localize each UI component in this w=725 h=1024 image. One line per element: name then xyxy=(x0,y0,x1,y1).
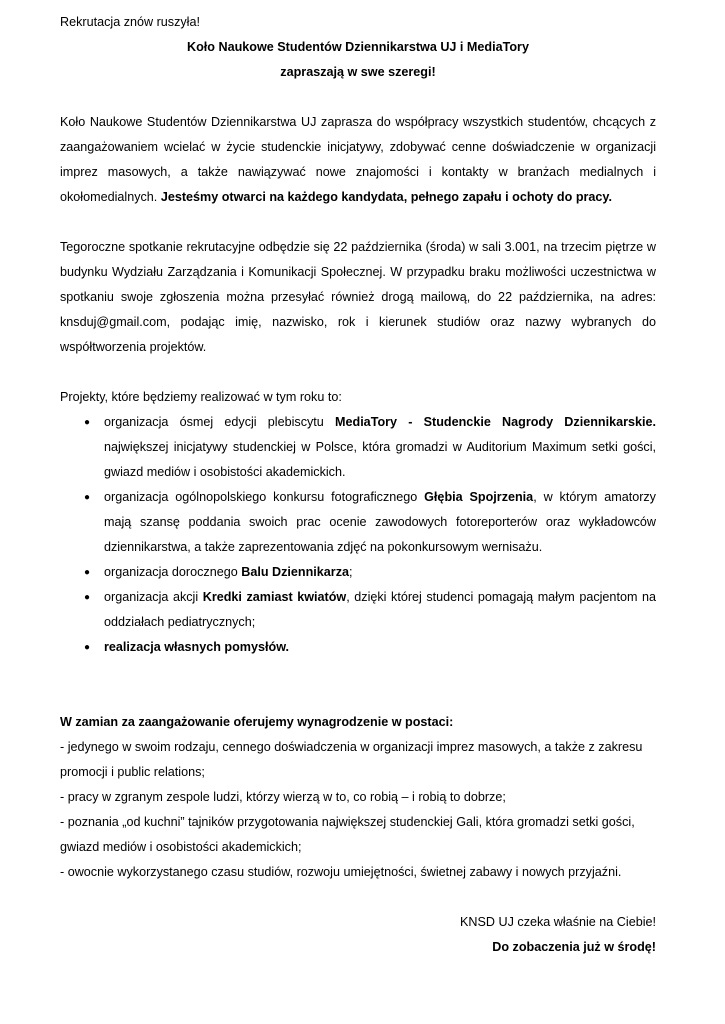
rewards-heading: W zamian za zaangażowanie oferujemy wynagrodzenie w postaci: xyxy=(60,715,454,729)
list-item: ● organizacja ósmej edycji plebiscytu MediaTory - Studenckie Nagrody Dziennikarskie. największej inicjatywy studenckiej w Polsce, która gromadzi w Auditorium Maximum setki gości, gwiazd mediów i osobistości akademickich. xyxy=(60,410,656,485)
projects-list xyxy=(60,410,656,660)
closing-line-1: KNSD UJ czeka właśnie na Ciebie! xyxy=(460,915,656,929)
invitation-text: Koło Naukowe Studentów Dziennikarstwa UJ zaprasza do współpracy wszystkich studentów, chcących z zaangażowaniem wcielać w życie studenckie inicjatywy, zdobywać cenne doświadczenie w organizacji imprez masowych, a także nawiązywać nowe znajomości i kontakty w branżach medialnych i okołomedialnych. xyxy=(60,115,656,204)
intro-line: Rekrutacja znów ruszyła! xyxy=(60,15,200,29)
bullet-icon: ● xyxy=(84,417,91,428)
document-page xyxy=(60,10,656,960)
invitation-bold: Jesteśmy otwarci na każdego kandydata, pełnego zapału i ochoty do pracy. xyxy=(160,190,612,204)
reward-line: - owocnie wykorzystanego czasu studiów, rozwoju umiejętności, świetnej zabawy i nowych przyjaźni. xyxy=(60,865,622,879)
list-item: ● organizacja ogólnopolskiego konkursu fotograficznego Głębia Spojrzenia, w którym amatorzy mają szansę poddania swoich prac ocenie zawodowych fotoreporterów oraz wykładowców dziennikarstwa, a także zaprezentowania zdjęć na pokonkursowym wernisażu. xyxy=(60,485,656,560)
paragraph-meeting: Tegoroczne spotkanie rekrutacyjne odbędzie się 22 października (środa) w sali 3.001, na trzecim piętrze w budynku Wydziału Zarządzania i Komunikacji Społecznej. W przypadku braku możliwości uczestnictwa w spotkaniu swoje zgłoszenia można przesyłać również drogą mailową, do 22 października, na adres: knsduj@gmail.com, podając imię, nazwisko, rok i kierunek studiów oraz nazwy wybranych do współtworzenia projektów. xyxy=(60,240,656,354)
reward-line: - jedynego w swoim rodzaju, cennego doświadczenia w organizacji imprez masowych, a także z zakresu promocji i public relations; xyxy=(60,740,643,779)
list-item: ● organizacja dorocznego Balu Dziennikarza; xyxy=(60,560,656,585)
title-line-1: Koło Naukowe Studentów Dziennikarstwa UJ i MediaTory xyxy=(187,40,529,54)
bullet-icon: ● xyxy=(84,492,91,503)
reward-line: - pracy w zgranym zespole ludzi, którzy wierzą w to, co robią – i robią to dobrze; xyxy=(60,790,506,804)
list-item: ● organizacja akcji Kredki zamiast kwiatów, dzięki której studenci pomagają małym pacjentom na oddziałach pediatrycznych; xyxy=(60,585,656,635)
bullet-icon: ● xyxy=(84,592,91,603)
reward-line: - poznania „od kuchni” tajników przygotowania największej studenckiej Gali, która gromadzi setki gości, gwiazd mediów i osobistości akademickich; xyxy=(60,815,635,854)
bullet-icon: ● xyxy=(84,567,91,578)
closing-line-2: Do zobaczenia już w środę! xyxy=(492,940,656,954)
paragraph-invitation xyxy=(60,110,656,210)
projects-intro: Projekty, które będziemy realizować w tym roku to: xyxy=(60,390,342,404)
title-line-2: zapraszają w swe szeregi! xyxy=(280,65,436,79)
list-item: ● realizacja własnych pomysłów. xyxy=(60,635,656,660)
bullet-icon: ● xyxy=(84,642,91,653)
